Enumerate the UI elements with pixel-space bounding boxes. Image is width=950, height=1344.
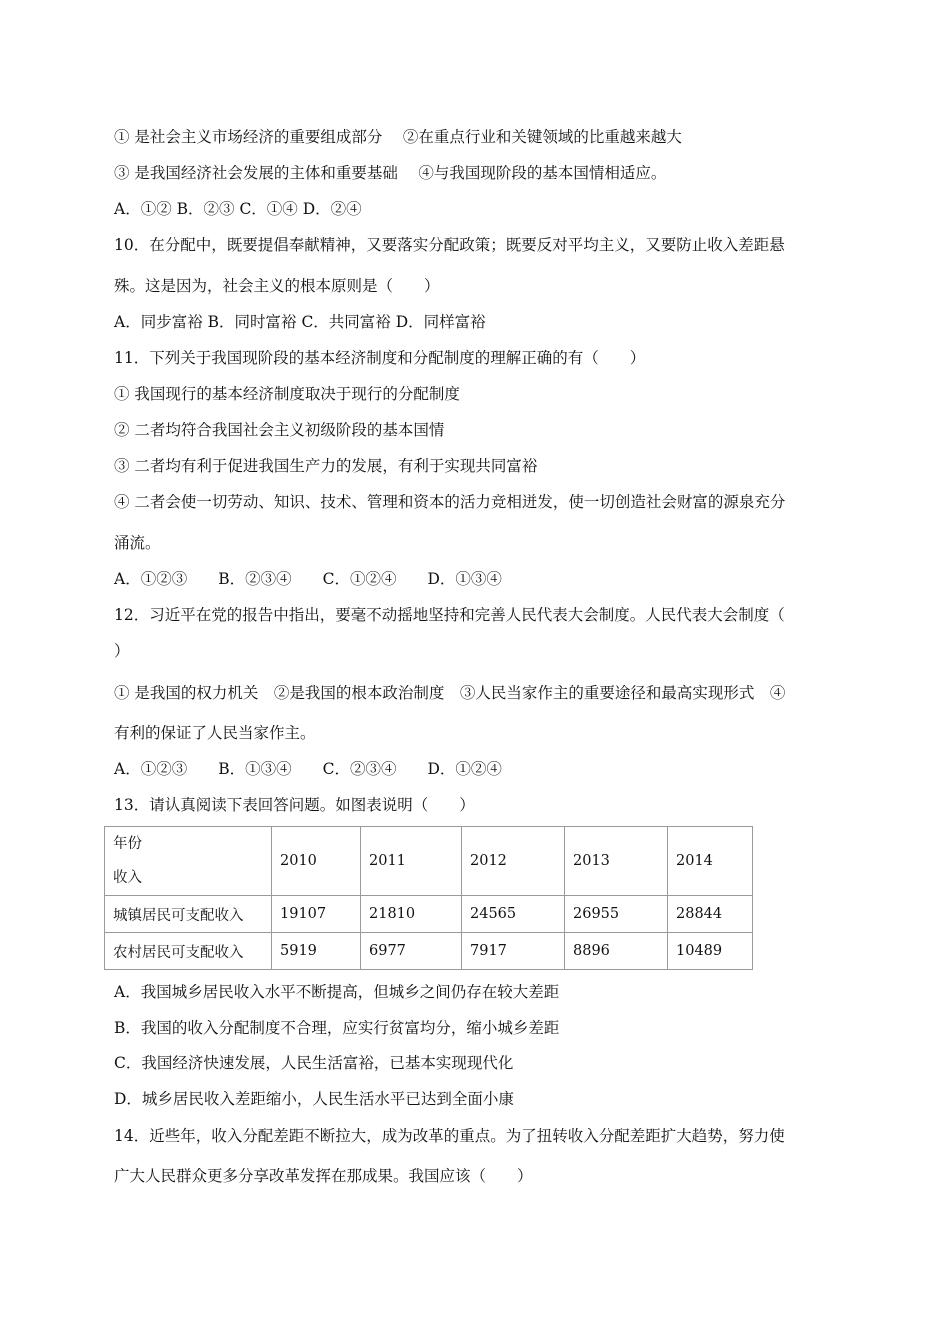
- table-cell: 19107: [272, 896, 361, 933]
- year-header-2014: 2014: [668, 827, 753, 896]
- q9-option-line-1: ① 是社会主义市场经济的重要组成部分 ②在重点行业和关键领域的比重越来越大: [114, 128, 682, 146]
- q10-stem-line-2: 殊。这是因为，社会主义的根本原则是（ ）: [114, 277, 440, 295]
- q13-choice-d: D．城乡居民收入差距缩小，人民生活水平已达到全面小康: [114, 1090, 514, 1108]
- q13-choice-c: C．我国经济快速发展，人民生活富裕，已基本实现现代化: [114, 1054, 514, 1072]
- table-cell: 28844: [668, 896, 753, 933]
- q12-choices: A．①②③ B．①③④ C．②③④ D．①②④: [114, 760, 502, 778]
- q11-statement-4: ④ 二者会使一切劳动、知识、技术、管理和资本的活力竞相迸发，使一切创造社会财富的源泉充分: [114, 493, 786, 511]
- q11-statement-3: ③ 二者均有利于促进我国生产力的发展，有利于实现共同富裕: [114, 457, 538, 475]
- table-cell: 21810: [361, 896, 462, 933]
- q10-stem-line-1: 10．在分配中，既要提倡奉献精神，又要落实分配政策；既要反对平均主义，又要防止收入差距悬: [114, 236, 785, 254]
- table-cell: 7917: [462, 933, 565, 970]
- q11-statement-1: ① 我国现行的基本经济制度取决于现行的分配制度: [114, 385, 460, 403]
- table-row: [105, 933, 753, 970]
- year-header-2010: 2010: [272, 827, 361, 896]
- year-header-2011: 2011: [361, 827, 462, 896]
- corner-label-income: 收入: [113, 870, 142, 886]
- q12-statements-line-2: 有利的保证了人民当家作主。: [114, 724, 316, 742]
- q13-stem: 13．请认真阅读下表回答问题。如图表说明（ ）: [114, 796, 475, 814]
- year-header-2013: 2013: [565, 827, 668, 896]
- q11-statement-2: ② 二者均符合我国社会主义初级阶段的基本国情: [114, 421, 445, 439]
- income-table: [104, 826, 753, 970]
- table-header-row: [105, 827, 753, 896]
- table-row: [105, 896, 753, 933]
- q11-statement-4-cont: 涌流。: [114, 534, 161, 552]
- table-cell: 26955: [565, 896, 668, 933]
- q12-stem-line-2: ）: [114, 642, 130, 660]
- table-cell: 8896: [565, 933, 668, 970]
- q12-stem-line-1: 12．习近平在党的报告中指出，要毫不动摇地坚持和完善人民代表大会制度。人民代表大会制度（: [114, 606, 785, 624]
- q14-stem-line-1: 14．近些年，收入分配差距不断拉大，成为改革的重点。为了扭转收入分配差距扩大趋势，努力使: [114, 1127, 785, 1145]
- table-cell: 6977: [361, 933, 462, 970]
- q10-choices: A．同步富裕 B．同时富裕 C．共同富裕 D．同样富裕: [114, 313, 486, 331]
- q14-stem-line-2: 广大人民群众更多分享改革发挥在那成果。我国应该（ ）: [114, 1167, 533, 1185]
- table-corner-cell: [105, 827, 272, 896]
- q12-statements-line-1: ① 是我国的权力机关 ②是我国的根本政治制度 ③人民当家作主的重要途径和最高实现形式 ④: [114, 684, 786, 702]
- row-label-urban: 城镇居民可支配收入: [105, 896, 272, 933]
- table-cell: 24565: [462, 896, 565, 933]
- row-label-rural: 农村居民可支配收入: [105, 933, 272, 970]
- corner-label-year: 年份: [113, 836, 142, 852]
- q13-choice-a: A．我国城乡居民收入水平不断提高，但城乡之间仍存在较大差距: [114, 983, 560, 1001]
- q13-choice-b: B．我国的收入分配制度不合理，应实行贫富均分，缩小城乡差距: [114, 1019, 560, 1037]
- q11-stem: 11．下列关于我国现阶段的基本经济制度和分配制度的理解正确的有（ ）: [114, 349, 646, 367]
- q11-choices: A．①②③ B．②③④ C．①②④ D．①③④: [114, 570, 502, 588]
- q9-option-line-2: ③ 是我国经济社会发展的主体和重要基础 ④与我国现阶段的基本国情相适应。: [114, 164, 667, 182]
- table-cell: 10489: [668, 933, 753, 970]
- table-cell: 5919: [272, 933, 361, 970]
- q9-choices: A．①② B．②③ C．①④ D．②④: [114, 200, 362, 218]
- year-header-2012: 2012: [462, 827, 565, 896]
